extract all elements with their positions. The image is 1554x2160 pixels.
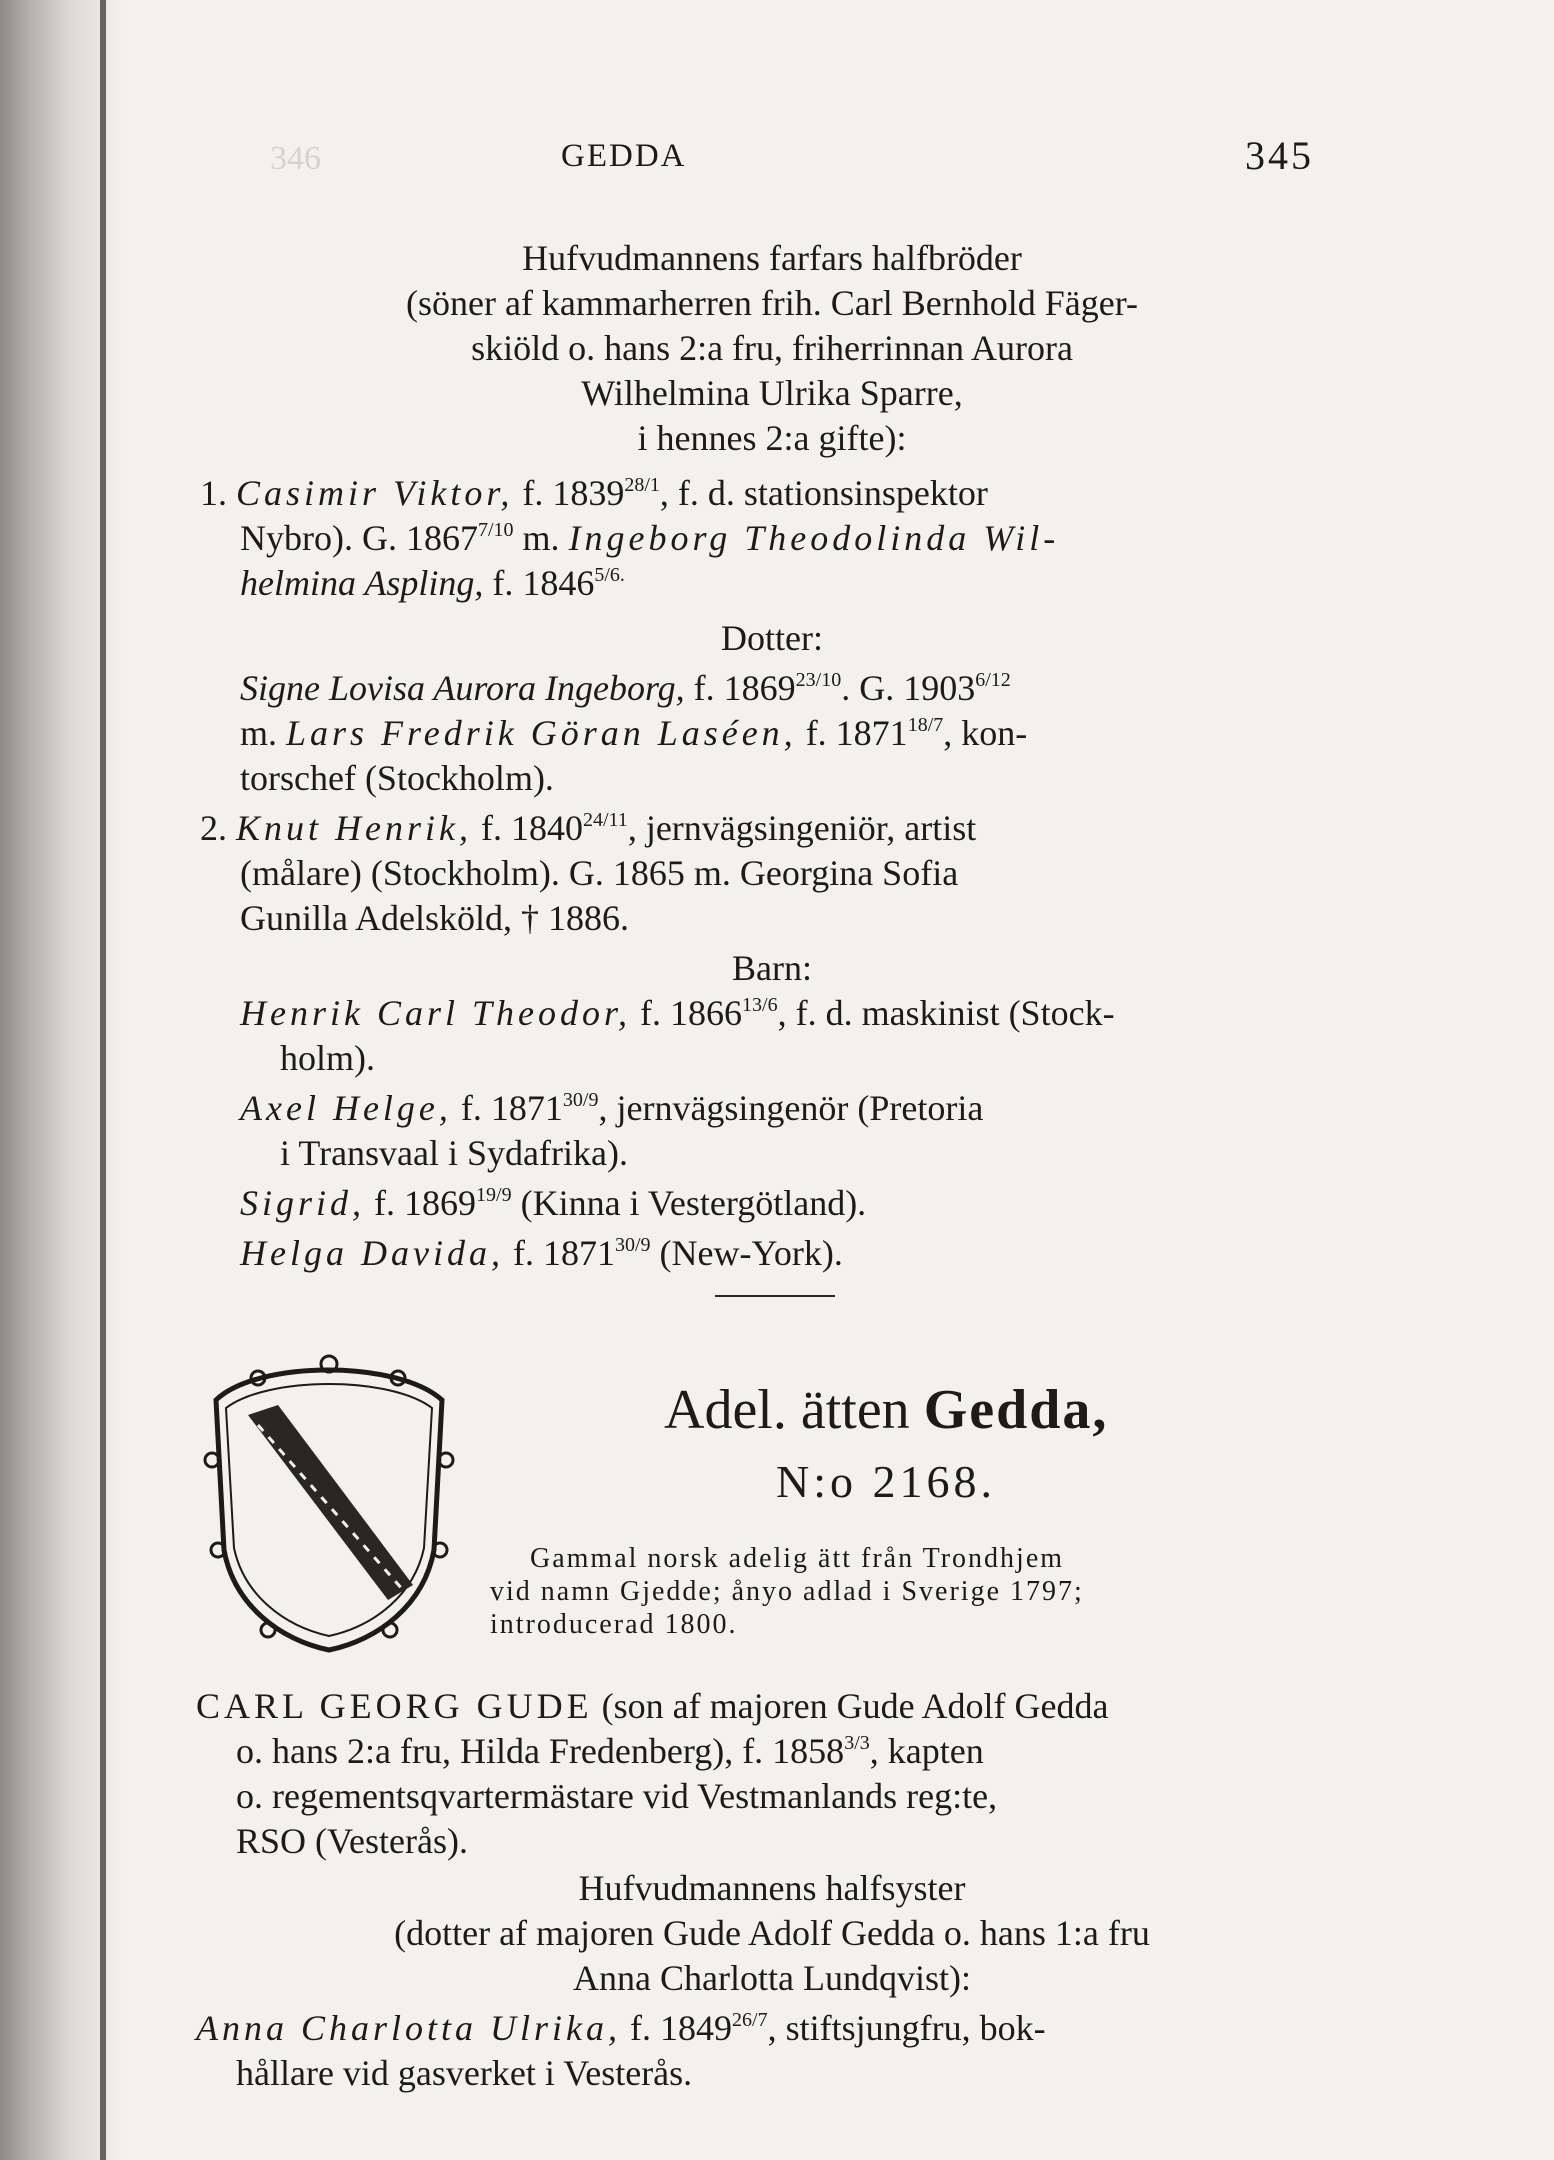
entry-2-line-3: Gunilla Adelsköld, † 1886. [240,898,629,938]
head-line-2: o. hans 2:a fru, Hilda Fredenberg), f. $1858^{3/3}$, kapten [236,1731,984,1771]
dotter-heading: Dotter: [721,618,823,658]
sister-heading-1: Hufvudmannens halfsyster [578,1868,966,1908]
running-head: GEDDA [561,138,687,174]
sister-line-1: Anna Charlotta Ulrika, f. $1849^{26/7}$, stiftsjungfru, bok- [196,2008,1046,2048]
dotter-line-2: m. Lars Fredrik Göran Laséen, f. $1871^{18/7}$, kon- [240,713,1028,753]
heading-line-4: Wilhelmina Ulrika Sparre, [581,373,963,413]
sister-line-2: hållare vid gasverket i Vesterås. [236,2053,693,2093]
family-desc-2: vid namn Gjedde; ånyo adlad i Sverige 1797; [490,1576,1084,1607]
head-line-3: o. regementsqvartermästare vid Vestmanlands reg:te, [236,1776,998,1816]
family-desc-1: Gammal norsk adelig ätt från Trondhjem [530,1543,1065,1574]
entry-1-line-1: 1. Casimir Viktor, f. $1839^{28/1}$, f. d. stationsinspektor [200,473,988,513]
entry-2-line-2: (målare) (Stockholm). G. 1865 m. Georgina Sofia [240,853,959,893]
child-4-name: Helga Davida, [240,1233,504,1273]
dotter-line-1: Signe Lovisa Aurora Ingeborg, f. $1869^{23/10}$. G. $1903^{6/12}$ [240,668,1011,708]
heading-line-3: skiöld o. hans 2:a fru, friherrinnan Aurora [471,328,1073,368]
bleed-through-page-number: 346 [270,140,321,177]
head-name: CARL GEORG GUDE [196,1686,593,1726]
family-desc-3: introducerad 1800. [490,1609,738,1640]
book-gutter-line [100,0,106,2160]
child-2-line-2: i Transvaal i Sydafrika). [280,1133,628,1173]
dotter-spouse: Lars Fredrik Göran Laséen, [286,713,797,753]
entry-2-line-1: 2. Knut Henrik, f. $1840^{24/11}$, jernvägsingeniör, artist [200,808,977,848]
heading-line-1: Hufvudmannens farfars halfbröder [522,238,1022,278]
child-2-line-1: Axel Helge, f. $1871^{30/9}$, jernvägsingenör (Pretoria [240,1088,984,1128]
child-1-line-2: holm). [280,1038,375,1078]
family-name: Gedda, [923,1379,1109,1441]
entry-1-spouse: Ingeborg Theodolinda Wil- [568,518,1060,558]
head-line-4: RSO (Vesterås). [236,1821,468,1861]
entry-1-line-3: helmina Aspling, f. $1846^{5/6.}$ [240,563,625,603]
coat-of-arms-icon [198,1350,460,1655]
entry-1-name: Casimir Viktor, [236,473,514,513]
head-line-1: CARL GEORG GUDE (son af majoren Gude Adolf Gedda [196,1686,1109,1726]
sister-heading-2: (dotter af majoren Gude Adolf Gedda o. hans 1:a fru [394,1913,1150,1953]
sister-name: Anna Charlotta Ulrika, [196,2008,622,2048]
child-2-name: Axel Helge, [240,1088,452,1128]
dotter-line-3: torschef (Stockholm). [240,758,554,798]
section-divider [715,1295,835,1297]
heading-line-5: i hennes 2:a gifte): [637,418,907,458]
family-title: Adel. ätten Gedda, [664,1379,1109,1441]
entry-2-name: Knut Henrik, [236,808,472,848]
child-1-line-1: Henrik Carl Theodor, f. $1866^{13/6}$, f. d. maskinist (Stock- [240,993,1115,1033]
child-4-line: Helga Davida, f. $1871^{30/9}$ (New-York). [240,1233,843,1273]
page-number: 345 [1245,133,1314,178]
child-3-line: Sigrid, f. $1869^{19/9}$ (Kinna i Vestergötland). [240,1183,867,1223]
heading-line-2: (söner af kammarherren frih. Carl Bernhold Fäger- [406,283,1138,323]
family-number: N:o 2168. [776,1456,996,1507]
entry-1-line-2: Nybro). G. $1867^{7/10}$ m. Ingeborg Theodolinda Wil- [240,518,1060,558]
child-3-name: Sigrid, [240,1183,366,1223]
dotter-name: Signe Lovisa Aurora Ingeborg, [240,668,685,708]
barn-heading: Barn: [732,948,812,988]
sister-heading-3: Anna Charlotta Lundqvist): [573,1958,971,1998]
child-1-name: Henrik Carl Theodor, [240,993,632,1033]
